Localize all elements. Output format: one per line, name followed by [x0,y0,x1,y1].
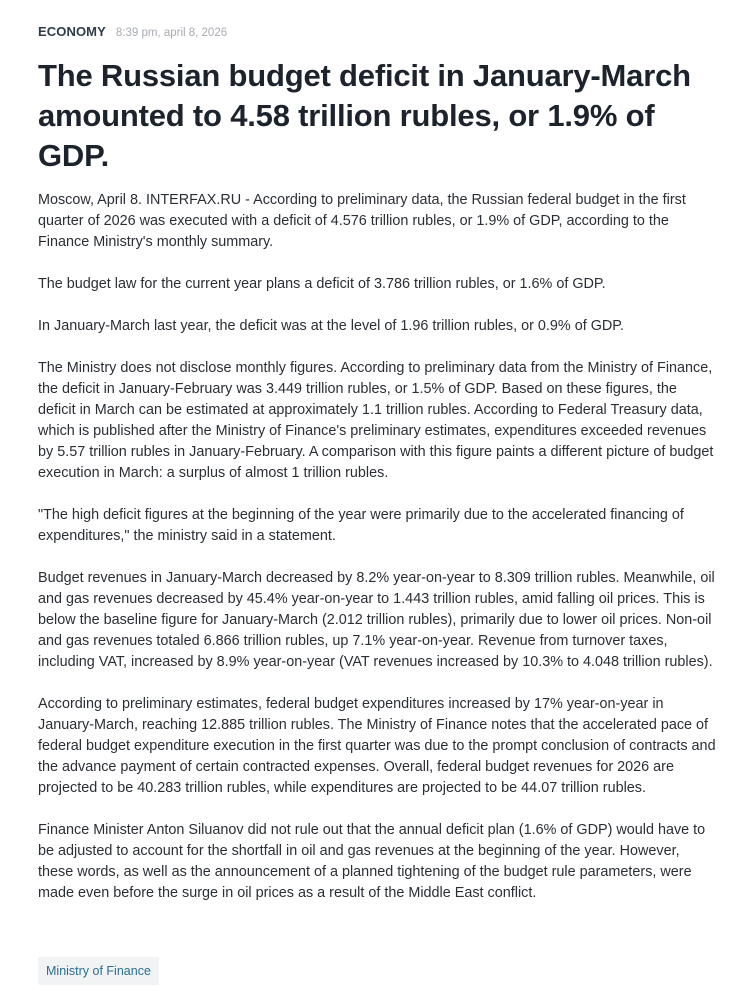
article-paragraph: Budget revenues in January-March decreased by 8.2% year-on-year to 8.309 trillion rubles. Meanwhile, oil and gas revenues decreased by 45.4% year-on-year to 1.443 trillion rubles, amid falling oil prices. This is below the baseline figure for January-March (2.012 trillion rubles), primarily due to lower oil prices. Non-oil and gas revenues totaled 6.866 trillion rubles, up 7.1% year-on-year. Revenue from turnover taxes, including VAT, increased by 8.9% year-on-year (VAT revenues increased by 10.3% to 4.048 trillion rubles). [38,570,715,670]
article-title: The Russian budget deficit in January-March amounted to 4.58 trillion rubles, or 1.9% of GDP. [38,58,691,173]
category-link[interactable]: ECONOMY [38,24,106,39]
article-paragraph: "The high deficit figures at the beginning of the year were primarily due to the accelerated financing of expenditures," the ministry said in a statement. [38,507,684,544]
article-paragraph: Moscow, April 8. INTERFAX.RU - According to preliminary data, the Russian federal budget in the first quarter of 2026 was executed with a deficit of 4.576 trillion rubles, or 1.9% of GDP, according to the Finance Ministry's monthly summary. [38,192,686,250]
article-paragraph: Finance Minister Anton Siluanov did not rule out that the annual deficit plan (1.6% of GDP) would have to be adjusted to account for the shortfall in oil and gas revenues at the beginning of the year. However, these words, as well as the announcement of a planned tightening of the budget rule parameters, were made even before the surge in oil prices as a result of the Middle East conflict. [38,822,706,901]
article-meta [38,24,227,40]
article-paragraph: In January-March last year, the deficit was at the level of 1.96 trillion rubles, or 0.9% of GDP. [38,318,625,334]
article-paragraph: The Ministry does not disclose monthly figures. According to preliminary data from the Ministry of Finance, the deficit in January-February was 3.449 trillion rubles, or 1.5% of GDP. Based on these figures, the deficit in March can be estimated at approximately 1.1 trillion rubles. According to Federal Treasury data, which is published after the Ministry of Finance's preliminary estimates, expenditures exceeded revenues by 5.57 trillion rubles in January-February. A comparison with this figure paints a different picture of budget execution in March: a surplus of almost 1 trillion rubles. [38,360,714,481]
article-paragraph: According to preliminary estimates, federal budget expenditures increased by 17% year-on-year in January-March, reaching 12.885 trillion rubles. The Ministry of Finance notes that the accelerated pace of federal budget expenditure execution in the first quarter was due to the prompt conclusion of contracts and the advance payment of certain contracted expenses. Overall, federal budget revenues for 2026 are projected to be 40.283 trillion rubles, while expenditures are projected to be 44.07 trillion rubles. [38,696,716,796]
tag-ministry-of-finance[interactable]: Ministry of Finance [38,957,159,985]
article-paragraph: The budget law for the current year plans a deficit of 3.786 trillion rubles, or 1.6% of GDP. [38,276,606,292]
publish-timestamp: 8:39 pm, april 8, 2026 [115,27,228,39]
article-body [38,190,718,925]
